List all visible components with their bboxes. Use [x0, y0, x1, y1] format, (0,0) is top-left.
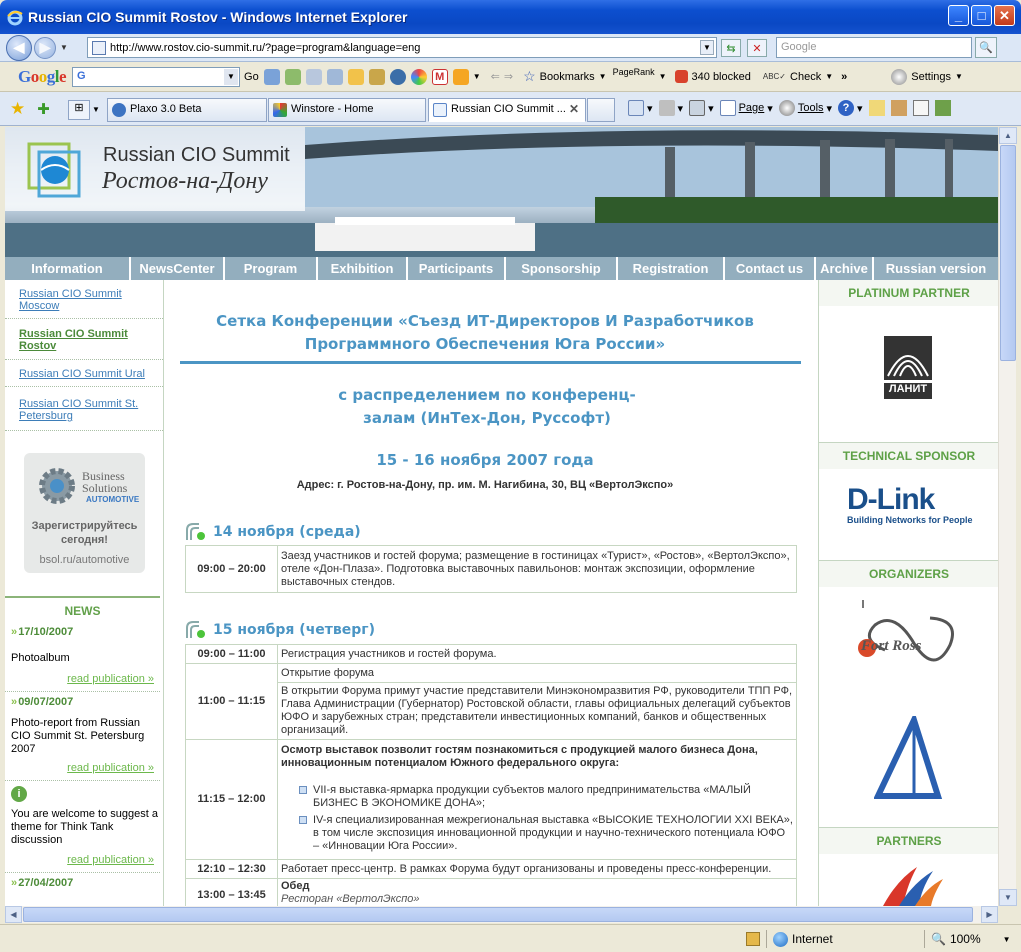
news-text: Photo-report from Russian CIO Summit St. Petersburg 2007 — [11, 717, 145, 755]
lock-icon — [746, 932, 760, 946]
image-search-icon[interactable] — [285, 69, 301, 85]
bookmarks-button[interactable]: Bookmarks — [539, 70, 595, 83]
back-button[interactable]: ◀ — [6, 35, 32, 61]
scroll-left-icon[interactable]: ◀ — [5, 906, 22, 923]
zoom-level: 100% — [949, 932, 981, 946]
stop-button[interactable]: ✕ — [747, 39, 767, 57]
news-heading: NEWS — [5, 596, 160, 620]
tools-menu-label: Tools — [797, 102, 824, 114]
refresh-button[interactable]: ⇆ — [721, 39, 741, 57]
popup-blocker-icon — [675, 70, 688, 83]
apps-icon[interactable] — [453, 69, 469, 85]
check-dropdown-icon[interactable]: ▼ — [825, 72, 834, 81]
zone-status[interactable] — [766, 930, 833, 948]
tab-label: Russian CIO Summit ... — [451, 103, 566, 115]
organizers-heading: ORGANIZERS — [819, 561, 998, 587]
main-menu — [5, 257, 998, 280]
more-tools-button[interactable]: » — [841, 70, 848, 83]
menu-exhibition[interactable]: Exhibition — [318, 257, 408, 280]
event-address: Адрес: г. Ростов-на-Дону, пр. им. М. Нагибина, 30, ВЦ «ВертолЭкспо» — [296, 479, 674, 491]
research-icon[interactable] — [869, 100, 885, 116]
recent-pages-dropdown[interactable]: ▼ — [60, 43, 68, 52]
page-menu[interactable]: Page ▾ — [720, 100, 773, 116]
news-read-more-link[interactable]: read publication » — [67, 762, 154, 774]
day-heading-nov15 — [185, 619, 375, 641]
technical-sponsor-heading: TECHNICAL SPONSOR — [819, 443, 998, 469]
add-favorites-icon[interactable]: ✚ — [37, 100, 50, 118]
fort-ross-emblem-icon — [855, 600, 965, 674]
tab-close-icon[interactable]: ✕ — [568, 102, 579, 116]
info-icon: i — [11, 786, 27, 802]
google-logo: Google — [18, 66, 67, 86]
menu-newscenter[interactable]: NewsCenter — [131, 257, 225, 280]
menu-participants[interactable]: Participants — [408, 257, 506, 280]
gear-icon — [779, 100, 795, 116]
activity-cell: Заезд участников и гостей форума; размещение в гостиницах «Турист», «Ростов», «ВертолЭкспо», отеле «Дон-Плаза». Подготовка выставочных павильонов: монтаж экспозиции, оформление выставочных стендов. — [278, 546, 797, 593]
google-toolbar — [0, 62, 1021, 92]
settings-button[interactable]: Settings — [911, 70, 951, 83]
activity-cell: Работает пресс-центр. В рамках Форума будут организованы и проведены пресс-конференции. — [278, 860, 797, 879]
menu-program[interactable]: Program — [225, 257, 318, 280]
news-read-more-link[interactable]: read publication » — [67, 673, 154, 685]
promo-brand-line3: AUTOMOTIVE — [86, 495, 140, 504]
close-button[interactable]: ✕ — [994, 5, 1015, 26]
menu-sponsorship[interactable]: Sponsorship — [506, 257, 618, 280]
news-date: » 27/04/2007 — [5, 872, 160, 892]
addon-icon[interactable] — [935, 100, 951, 116]
scroll-down-icon[interactable]: ▼ — [999, 889, 1017, 906]
promo-site: bsol.ru/automotive — [39, 554, 130, 566]
menu-information[interactable]: Information — [5, 257, 131, 280]
vertical-scroll-thumb[interactable] — [1000, 145, 1016, 361]
left-sidebar — [5, 280, 164, 906]
double-arrow-icon: » — [11, 626, 16, 638]
menu-archive[interactable]: Archive — [816, 257, 874, 280]
partner-logo-icon[interactable] — [877, 865, 947, 906]
table-row — [186, 683, 797, 740]
globe-icon — [773, 932, 788, 947]
pagerank-label: PageRank — [612, 67, 655, 77]
double-arrow-icon: » — [11, 877, 16, 889]
address-toolbar — [0, 34, 1021, 62]
zoom-dropdown-icon[interactable]: ▼ — [1002, 934, 1011, 944]
menu-registration[interactable]: Registration — [618, 257, 725, 280]
plaxo-favicon — [112, 103, 126, 117]
promo-cta: Зарегистрируйтесь сегодня! — [31, 520, 138, 546]
folder-icon[interactable] — [369, 69, 385, 85]
page-icon — [720, 100, 736, 116]
apps-dropdown-icon[interactable]: ▼ — [472, 72, 481, 81]
list-item — [281, 814, 793, 853]
triangle-logo-icon — [874, 716, 944, 800]
news-date: » 09/07/2007 — [5, 691, 160, 711]
signal-day-icon — [185, 620, 207, 640]
banner-title: Russian CIO Summit — [103, 144, 290, 166]
news-text: You are welcome to suggest a theme for Think Tank discussion — [11, 808, 158, 846]
list-item — [281, 784, 793, 810]
lanit-wordmark: ЛАНИТ — [884, 383, 932, 399]
settings-dropdown-icon[interactable]: ▼ — [955, 72, 963, 81]
news-text: Photoalbum — [11, 652, 70, 664]
table-row — [186, 879, 797, 907]
horizontal-scroll-thumb[interactable] — [23, 907, 973, 922]
time-cell: 13:00 – 13:45 — [186, 879, 278, 907]
table-row — [186, 546, 797, 593]
table-row — [186, 645, 797, 664]
page-menu-label: Page — [738, 102, 765, 114]
info-icon-row — [5, 780, 160, 806]
list-item-text: VII-я выставка-ярмарка продукции субъектов малого предпринимательства «МАЛЫЙ БИЗНЕС В ЭКОНОМИКЕ ДОНА»; — [313, 784, 751, 809]
gmail-icon[interactable]: M — [432, 69, 448, 85]
earth-icon[interactable] — [390, 69, 406, 85]
ie-page-favicon — [433, 103, 447, 117]
activity-cell — [278, 740, 797, 860]
news-read-more-link[interactable]: read publication » — [67, 854, 154, 866]
news-date: » 17/10/2007 — [11, 626, 74, 638]
menu-contact-us[interactable]: Contact us — [725, 257, 816, 280]
printer-icon — [689, 100, 705, 116]
new-tab-button[interactable] — [587, 98, 615, 122]
page-icon — [92, 41, 106, 55]
gear-logo-icon — [36, 465, 78, 507]
sidebar-link-moscow[interactable]: Russian CIO Summit Moscow — [5, 280, 163, 319]
sidebar-link-rostov[interactable]: Russian CIO Summit Rostov — [5, 319, 163, 360]
time-cell: 11:00 – 11:15 — [186, 664, 278, 740]
right-sidebar — [818, 280, 998, 906]
activity-cell: Открытие форума — [278, 664, 797, 683]
title-divider — [180, 361, 801, 364]
list-item-text: IV-я специализированная межрегиональная выставка «ВЫСОКИЕ ТЕХНОЛОГИИ XXI ВЕКА», в том числе экспозиция инновационной продукции и научно-технического потенциала ЮФО – «Инновации Юга России». — [313, 814, 793, 852]
time-cell: 11:15 – 12:00 — [186, 740, 278, 860]
time-cell: 09:00 – 11:00 — [186, 645, 278, 664]
security-status[interactable] — [740, 930, 760, 948]
lunch-venue: Ресторан «ВертолЭкспо» — [281, 893, 420, 905]
horizontal-scrollbar[interactable] — [5, 906, 998, 923]
tab-plaxo[interactable] — [107, 98, 267, 122]
activity-cell: В открытии Форума примут участие представители Минэкономразвития РФ, руководители ТПП РФ, Глава Администрации (Губернатор) Ростовской области, главы официальных делегаций субъектов ЮФО и зарубежных стран; представители инвестиционных компаний, банков и общественных организаций. — [278, 683, 797, 740]
picasa-icon[interactable] — [411, 69, 427, 85]
page-viewport — [5, 127, 998, 906]
lunch-title: Обед — [281, 880, 310, 892]
table-row — [186, 740, 797, 860]
tab-label: Plaxo 3.0 Beta — [130, 103, 202, 115]
schedule-table-nov15 — [185, 644, 797, 906]
print-button[interactable]: ▾ — [689, 100, 714, 116]
organizer-2-logo[interactable] — [874, 716, 944, 800]
command-bar — [628, 92, 951, 124]
activity-cell — [278, 879, 797, 907]
tab-label: Winstore - Home — [291, 103, 374, 115]
help-button[interactable]: ? ▾ — [838, 100, 863, 116]
popup-blocked-count[interactable]: 340 blocked — [691, 70, 751, 83]
fort-ross-wordmark: Fort Ross — [861, 638, 922, 654]
day-heading-text: 15 ноября (четверг) — [213, 622, 376, 638]
business-solutions-banner[interactable] — [24, 453, 145, 573]
news-icon[interactable] — [306, 69, 322, 85]
partners-heading: PARTNERS — [819, 828, 998, 854]
translate-page-icon[interactable] — [913, 100, 929, 116]
bookmarks-dropdown-icon[interactable]: ▼ — [598, 72, 607, 81]
dlink-tagline: Building Networks for People — [847, 515, 973, 525]
promo-brand-line1: Business — [82, 469, 125, 483]
lanit-emblem-icon — [884, 336, 932, 380]
next-icon[interactable]: ⇒ — [503, 71, 514, 83]
settings-icon — [891, 69, 907, 85]
page-subtitle: с распределением по конференц-залам (ИнТех-Дон, Руссофт) — [338, 386, 636, 427]
day-heading-text: 14 ноября (среда) — [213, 524, 361, 540]
favorites-star-icon[interactable]: ★ — [10, 98, 26, 118]
lanit-logo[interactable] — [884, 336, 932, 398]
banner-subtitle: Ростов-на-Дону — [102, 168, 268, 194]
exhibition-intro: Осмотр выставок позволит гостям познакомиться с продукцией малого бизнеса Дона, инновационным потенциалом Южного федерального округа: — [281, 744, 758, 769]
signal-day-icon — [185, 522, 207, 542]
search-button[interactable]: 🔍 — [975, 37, 997, 58]
double-arrow-icon: » — [11, 696, 16, 708]
sidebar-link-ural[interactable]: Russian CIO Summit Ural — [5, 360, 163, 387]
vertical-scrollbar[interactable] — [998, 127, 1016, 906]
search-web-icon[interactable] — [264, 69, 280, 85]
status-bar — [0, 924, 1021, 952]
home-icon — [628, 100, 644, 116]
page-title: Сетка Конференции «Съезд ИТ-Директоров И Разработчиков Программного Обеспечения Юга России» — [216, 312, 754, 353]
tab-russian-cio-summit[interactable] — [428, 98, 586, 122]
zone-label: Internet — [792, 932, 833, 946]
day-heading-nov14 — [185, 521, 361, 543]
notebook-icon[interactable] — [348, 69, 364, 85]
tools-menu[interactable]: Tools ▾ — [779, 100, 832, 116]
zoom-icon: 🔍 — [931, 932, 946, 946]
program-content — [165, 280, 818, 906]
site-banner — [5, 127, 998, 257]
time-cell: 09:00 – 20:00 — [186, 546, 278, 593]
window-title: Russian CIO Summit Rostov - Windows Internet Explorer — [28, 9, 408, 25]
tab-winstore[interactable] — [268, 98, 426, 122]
search-input[interactable]: Google — [776, 37, 972, 58]
zoom-control[interactable] — [924, 930, 1011, 948]
maximize-button[interactable]: □ — [971, 5, 992, 26]
tab-list-dropdown-icon[interactable]: ▼ — [92, 105, 100, 114]
ie-logo-icon — [6, 8, 24, 26]
table-row — [186, 860, 797, 879]
address-bar[interactable] — [87, 37, 717, 58]
pagerank-dropdown-icon[interactable]: ▼ — [658, 72, 667, 81]
checkbox-bullet-icon — [299, 786, 307, 794]
fort-ross-logo[interactable] — [855, 600, 965, 674]
spellcheck-icon: ABC✓ — [762, 72, 787, 81]
promo-brand-line2: Solutions — [82, 481, 128, 495]
table-row — [186, 664, 797, 683]
tab-bar — [0, 92, 1021, 126]
news-list — [5, 626, 160, 892]
menu-russian-version[interactable]: Russian version — [885, 261, 987, 276]
translate-icon[interactable] — [327, 69, 343, 85]
address-url: http://www.rostov.cio-summit.ru/?page=program&language=eng — [110, 41, 421, 54]
dlink-wordmark: D-Link — [847, 483, 935, 516]
checkbox-bullet-icon — [299, 816, 307, 824]
address-dropdown-icon[interactable]: ▼ — [700, 40, 714, 55]
scroll-right-icon[interactable]: ▶ — [981, 906, 998, 923]
home-button[interactable]: ▾ — [628, 100, 653, 116]
check-button[interactable]: Check — [790, 70, 822, 83]
forward-button[interactable]: ▶ — [34, 37, 56, 59]
rss-icon — [659, 100, 675, 116]
bookmark-star-icon: ☆ — [523, 68, 536, 84]
quick-tabs-icon[interactable]: ⊞ — [68, 100, 90, 120]
activity-cell: Регистрация участников и гостей форума. — [278, 645, 797, 664]
dlink-logo[interactable] — [847, 485, 977, 525]
time-cell: 12:10 – 12:30 — [186, 860, 278, 879]
scroll-up-icon[interactable]: ▲ — [999, 127, 1017, 144]
platinum-partner-heading: PLATINUM PARTNER — [819, 280, 998, 306]
sidebar-link-st-petersburg[interactable]: Russian CIO Summit St. Petersburg — [5, 387, 163, 431]
event-dates: 15 - 16 ноября 2007 года — [376, 451, 594, 469]
feeds-button[interactable]: ▾ — [659, 100, 684, 116]
google-go-button[interactable]: Go — [244, 70, 259, 83]
schedule-table-nov14 — [185, 545, 797, 593]
minimize-button[interactable]: _ — [948, 5, 969, 26]
window-titlebar — [0, 0, 1021, 34]
site-logo-area — [5, 127, 305, 211]
summit-logo-icon — [19, 134, 91, 206]
messenger-icon[interactable] — [891, 100, 907, 116]
winstore-favicon — [273, 103, 287, 117]
help-icon: ? — [838, 100, 854, 116]
previous-icon[interactable]: ⇐ — [490, 71, 500, 83]
google-search-input[interactable]: G ▼ — [72, 67, 240, 87]
